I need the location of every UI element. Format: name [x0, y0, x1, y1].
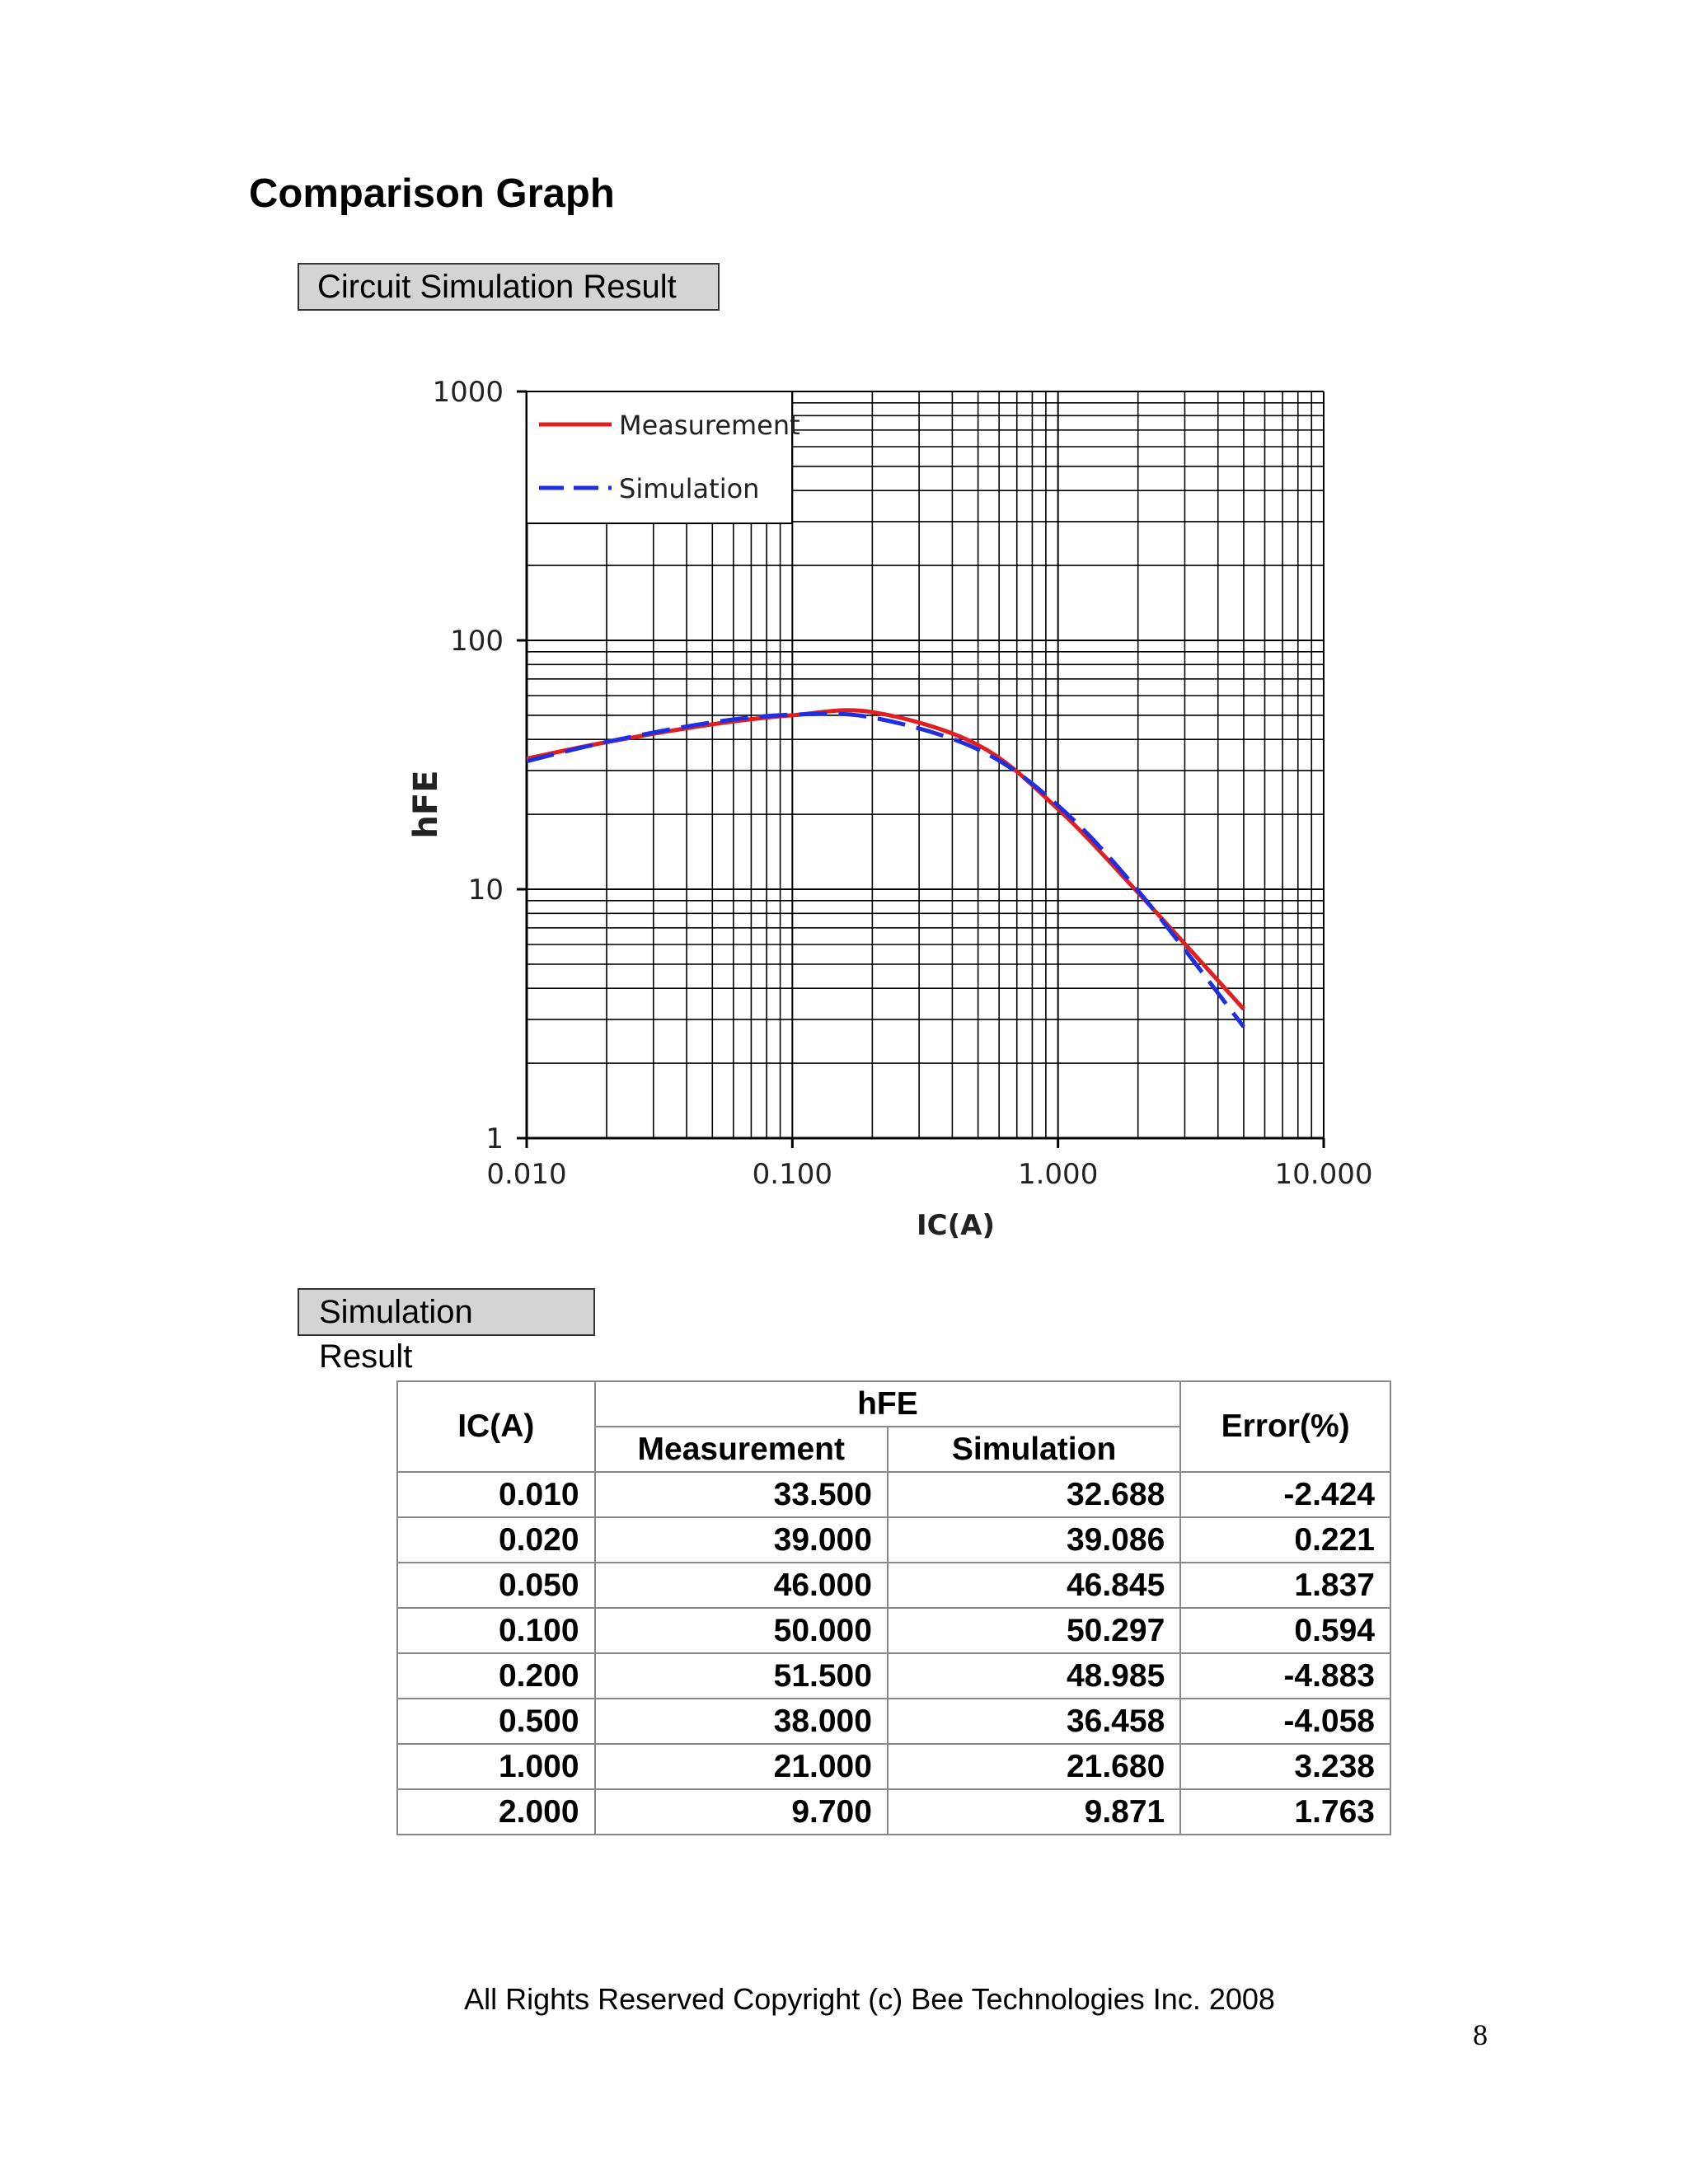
cell-measurement: 21.000: [595, 1744, 888, 1789]
page-heading: Comparison Graph: [249, 171, 615, 216]
circuit-simulation-label: Circuit Simulation Result: [298, 263, 720, 311]
cell-ic: 1.000: [397, 1744, 595, 1789]
y-tick-label: 1: [485, 1122, 504, 1155]
cell-error: -4.058: [1180, 1699, 1390, 1744]
header-error: Error(%): [1180, 1381, 1390, 1472]
cell-measurement: 9.700: [595, 1789, 888, 1835]
y-tick-label: 10: [467, 874, 504, 907]
header-measurement: Measurement: [595, 1427, 888, 1472]
cell-measurement: 50.000: [595, 1608, 888, 1653]
table-row: [397, 1789, 1390, 1835]
cell-ic: 0.500: [397, 1699, 595, 1744]
cell-ic: 0.200: [397, 1653, 595, 1699]
table-row: [397, 1608, 1390, 1653]
table-row: [397, 1472, 1390, 1517]
table-row: [397, 1699, 1390, 1744]
cell-simulation: 9.871: [888, 1789, 1180, 1835]
copyright-footer: All Rights Reserved Copyright (c) Bee Technologies Inc. 2008: [464, 1982, 1275, 2016]
cell-ic: 0.020: [397, 1517, 595, 1563]
cell-error: 3.238: [1180, 1744, 1390, 1789]
x-axis-label: IC(A): [917, 1209, 995, 1242]
cell-ic: 2.000: [397, 1789, 595, 1835]
cell-error: 0.221: [1180, 1517, 1390, 1563]
cell-simulation: 36.458: [888, 1699, 1180, 1744]
cell-ic: 0.050: [397, 1563, 595, 1608]
x-tick-label: 1.000: [1017, 1158, 1099, 1191]
cell-simulation: 21.680: [888, 1744, 1180, 1789]
table-row: [397, 1517, 1390, 1563]
cell-error: 1.763: [1180, 1789, 1390, 1835]
cell-simulation: 50.297: [888, 1608, 1180, 1653]
x-tick-label: 10.000: [1274, 1158, 1373, 1191]
cell-measurement: 33.500: [595, 1472, 888, 1517]
y-axis-label: hFE: [407, 770, 445, 839]
table-row: [397, 1744, 1390, 1789]
cell-measurement: 39.000: [595, 1517, 888, 1563]
table-row: [397, 1653, 1390, 1699]
header-hfe: hFE: [595, 1381, 1181, 1427]
page-number: 8: [1473, 2018, 1488, 2051]
cell-simulation: 39.086: [888, 1517, 1180, 1563]
cell-ic: 0.010: [397, 1472, 595, 1517]
cell-error: -2.424: [1180, 1472, 1390, 1517]
cell-measurement: 46.000: [595, 1563, 888, 1608]
table-row: [397, 1563, 1390, 1608]
simulation-result-label: Simulation Result: [298, 1288, 595, 1336]
cell-error: -4.883: [1180, 1653, 1390, 1699]
cell-error: 0.594: [1180, 1608, 1390, 1653]
cell-error: 1.837: [1180, 1563, 1390, 1608]
y-tick-label: 1000: [432, 376, 504, 409]
cell-simulation: 46.845: [888, 1563, 1180, 1608]
x-tick-label: 0.010: [486, 1158, 567, 1191]
legend-label-simulation: Simulation: [619, 473, 760, 504]
x-tick-label: 0.100: [752, 1158, 833, 1191]
cell-measurement: 38.000: [595, 1699, 888, 1744]
header-ic: IC(A): [397, 1381, 595, 1472]
results-table: [396, 1380, 1391, 1835]
cell-simulation: 48.985: [888, 1653, 1180, 1699]
y-tick-label: 100: [450, 625, 504, 658]
cell-simulation: 32.688: [888, 1472, 1180, 1517]
header-simulation: Simulation: [888, 1427, 1180, 1472]
cell-ic: 0.100: [397, 1608, 595, 1653]
legend-label-measurement: Measurement: [619, 410, 800, 441]
cell-measurement: 51.500: [595, 1653, 888, 1699]
